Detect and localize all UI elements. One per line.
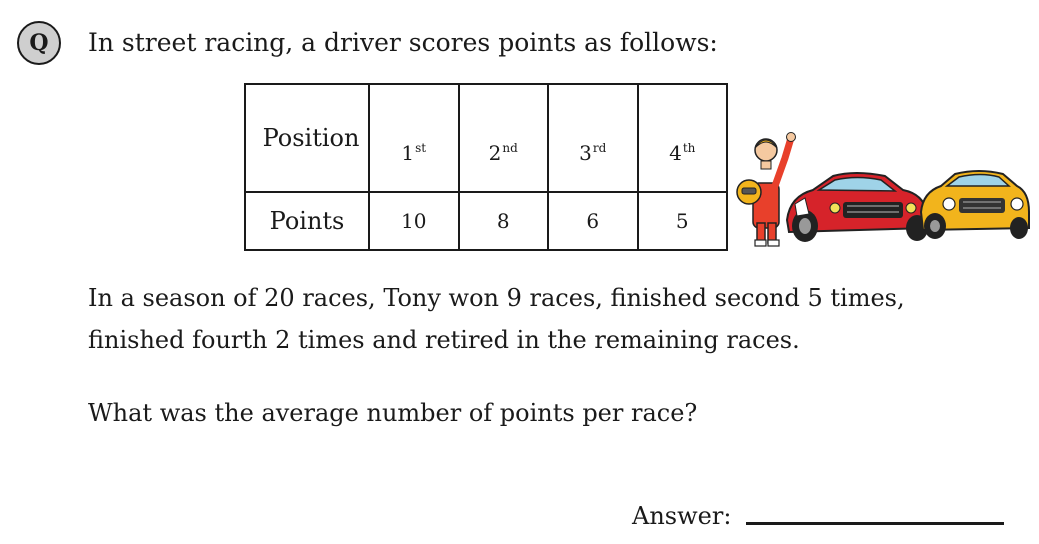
question-intro: In street racing, a driver scores points as follows: (88, 28, 718, 57)
position-cell (638, 84, 728, 192)
position-suffix: rd (592, 141, 607, 156)
position-cell (548, 84, 638, 192)
points-cell: 10 (369, 192, 459, 250)
red-race-car-icon (787, 173, 929, 242)
position-number: 4 (669, 141, 682, 166)
table-row-points (245, 192, 727, 250)
answer-label: Answer: (632, 502, 732, 530)
scenario-line: In a season of 20 races, Tony won 9 races, finished second 5 times, (88, 284, 905, 312)
scenario-paragraph (88, 277, 905, 361)
position-suffix: nd (502, 141, 518, 156)
question-badge: Q (17, 21, 61, 65)
scenario-line: finished fourth 2 times and retired in the remaining races. (88, 326, 800, 354)
points-cell: 8 (459, 192, 549, 250)
yellow-race-car-icon (921, 171, 1029, 239)
points-table (244, 83, 728, 251)
racing-illustration (735, 128, 1030, 253)
points-cell: 6 (548, 192, 638, 250)
answer-field[interactable] (746, 522, 1004, 525)
position-cell (369, 84, 459, 192)
position-number: 2 (488, 141, 502, 166)
position-suffix: th (682, 141, 696, 156)
header-position: Position (245, 84, 369, 192)
table-row-position (245, 84, 727, 192)
position-number: 1 (401, 141, 415, 166)
racing-driver-icon (737, 133, 796, 247)
position-suffix: st (415, 141, 427, 156)
position-number: 3 (579, 141, 592, 166)
question-text: What was the average number of points per race? (88, 399, 698, 427)
points-cell: 5 (638, 192, 728, 250)
position-cell (459, 84, 549, 192)
header-points: Points (245, 192, 369, 250)
